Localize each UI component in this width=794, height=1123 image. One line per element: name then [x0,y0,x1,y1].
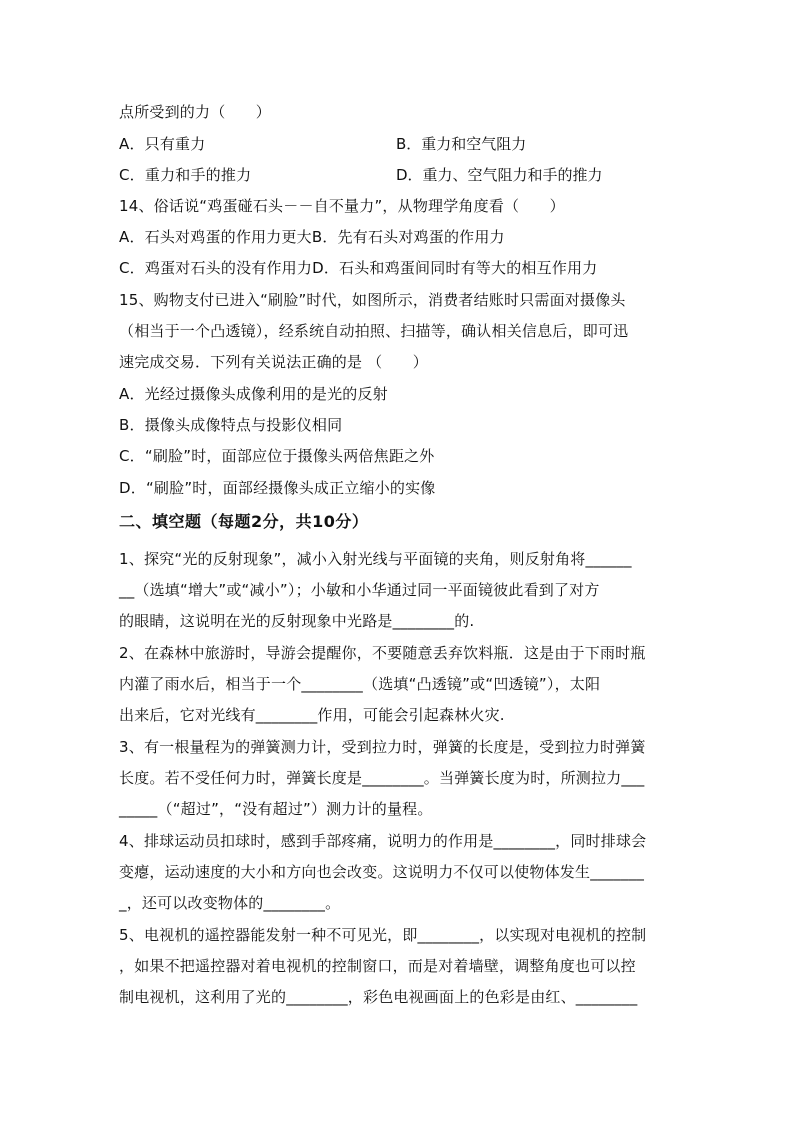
q14-options-ab: A．石头对鸡蛋的作用力更大B．先有石头对鸡蛋的作用力 [119,228,505,246]
fill-q1-line: 的眼睛，这说明在光的反射现象中光路是________的. [119,612,475,630]
fill-q5-line: 制电视机，这利用了光的________，彩色电视画面上的色彩是由红、________ [119,988,638,1006]
fill-q1-line: 1、探究“光的反射现象”，减小入射光线与平面镜的夹角，则反射角将______ [119,550,632,568]
q15-option-b: B．摄像头成像特点与投影仪相同 [119,416,343,434]
fill-q5-line: 5、电视机的遥控器能发射一种不可见光，即________，以实现对电视机的控制 [119,926,647,944]
q13-option-d: D．重力、空气阻力和手的推力 [396,166,603,184]
fill-q1-line: __（选填“增大”或“减小”）；小敏和小华通过同一平面镜彼此看到了对方 [119,581,600,599]
section-title: 二、填空题（每题2分，共10分） [119,512,369,531]
q14-stem: 14、俗话说“鸡蛋碰石头－－自不量力”，从物理学角度看（ ） [119,197,565,215]
q13-option-b: B．重力和空气阻力 [396,135,527,153]
fill-q4-line: _，还可以改变物体的________。 [119,894,341,912]
fill-q2-line: 出来后，它对光线有________作用，可能会引起森林火灾. [119,706,505,724]
fill-q2-line: 2、在森林中旅游时，导游会提醒你，不要随意丢弃饮料瓶．这是由于下雨时瓶 [119,644,646,662]
q15-stem-line: 15、购物支付已进入“刷脸”时代，如图所示，消费者结账时只需面对摄像头 [119,291,626,309]
fill-q3-line: 长度。若不受任何力时，弹簧长度是________。当弹簧长度为时，所测拉力___ [119,769,645,787]
q13-option-c: C．重力和手的推力 [119,166,252,184]
fill-q3-line: 3、有一根量程为的弹簧测力计，受到拉力时，弹簧的长度是，受到拉力时弹簧 [119,738,646,756]
fill-q4-line: 4、排球运动员扣球时，感到手部疼痛，说明力的作用是________，同时排球会 [119,832,647,850]
fill-q3-line: _____（“超过”，“没有超过”）测力计的量程。 [119,800,433,818]
fill-q2-line: 内灌了雨水后，相当于一个________（选填“凸透镜”或“凹透镜”），太阳 [119,675,601,693]
fill-q5-line: ，如果不把遥控器对着电视机的控制窗口，而是对着墙壁，调整角度也可以控 [119,957,636,975]
fill-q4-line: 变瘪，运动速度的大小和方向也会改变。这说明力不仅可以使物体发生_______ [119,863,645,881]
q15-option-c: C．“刷脸”时，面部应位于摄像头两倍焦距之外 [119,447,435,465]
q15-option-d: D．“刷脸”时，面部经摄像头成正立缩小的实像 [119,479,436,497]
q13-option-a: A．只有重力 [119,135,206,153]
q15-option-a: A．光经过摄像头成像利用的是光的反射 [119,385,388,403]
q13-tail: 点所受到的力（ ） [119,103,272,121]
q15-stem-line: （相当于一个凸透镜），经系统自动拍照、扫描等，确认相关信息后，即可迅 [119,322,629,340]
q14-options-cd: C．鸡蛋对石头的没有作用力D．石头和鸡蛋间同时有等大的相互作用力 [119,259,598,277]
q15-stem-line: 速完成交易．下列有关说法正确的是 （ ） [119,353,428,371]
